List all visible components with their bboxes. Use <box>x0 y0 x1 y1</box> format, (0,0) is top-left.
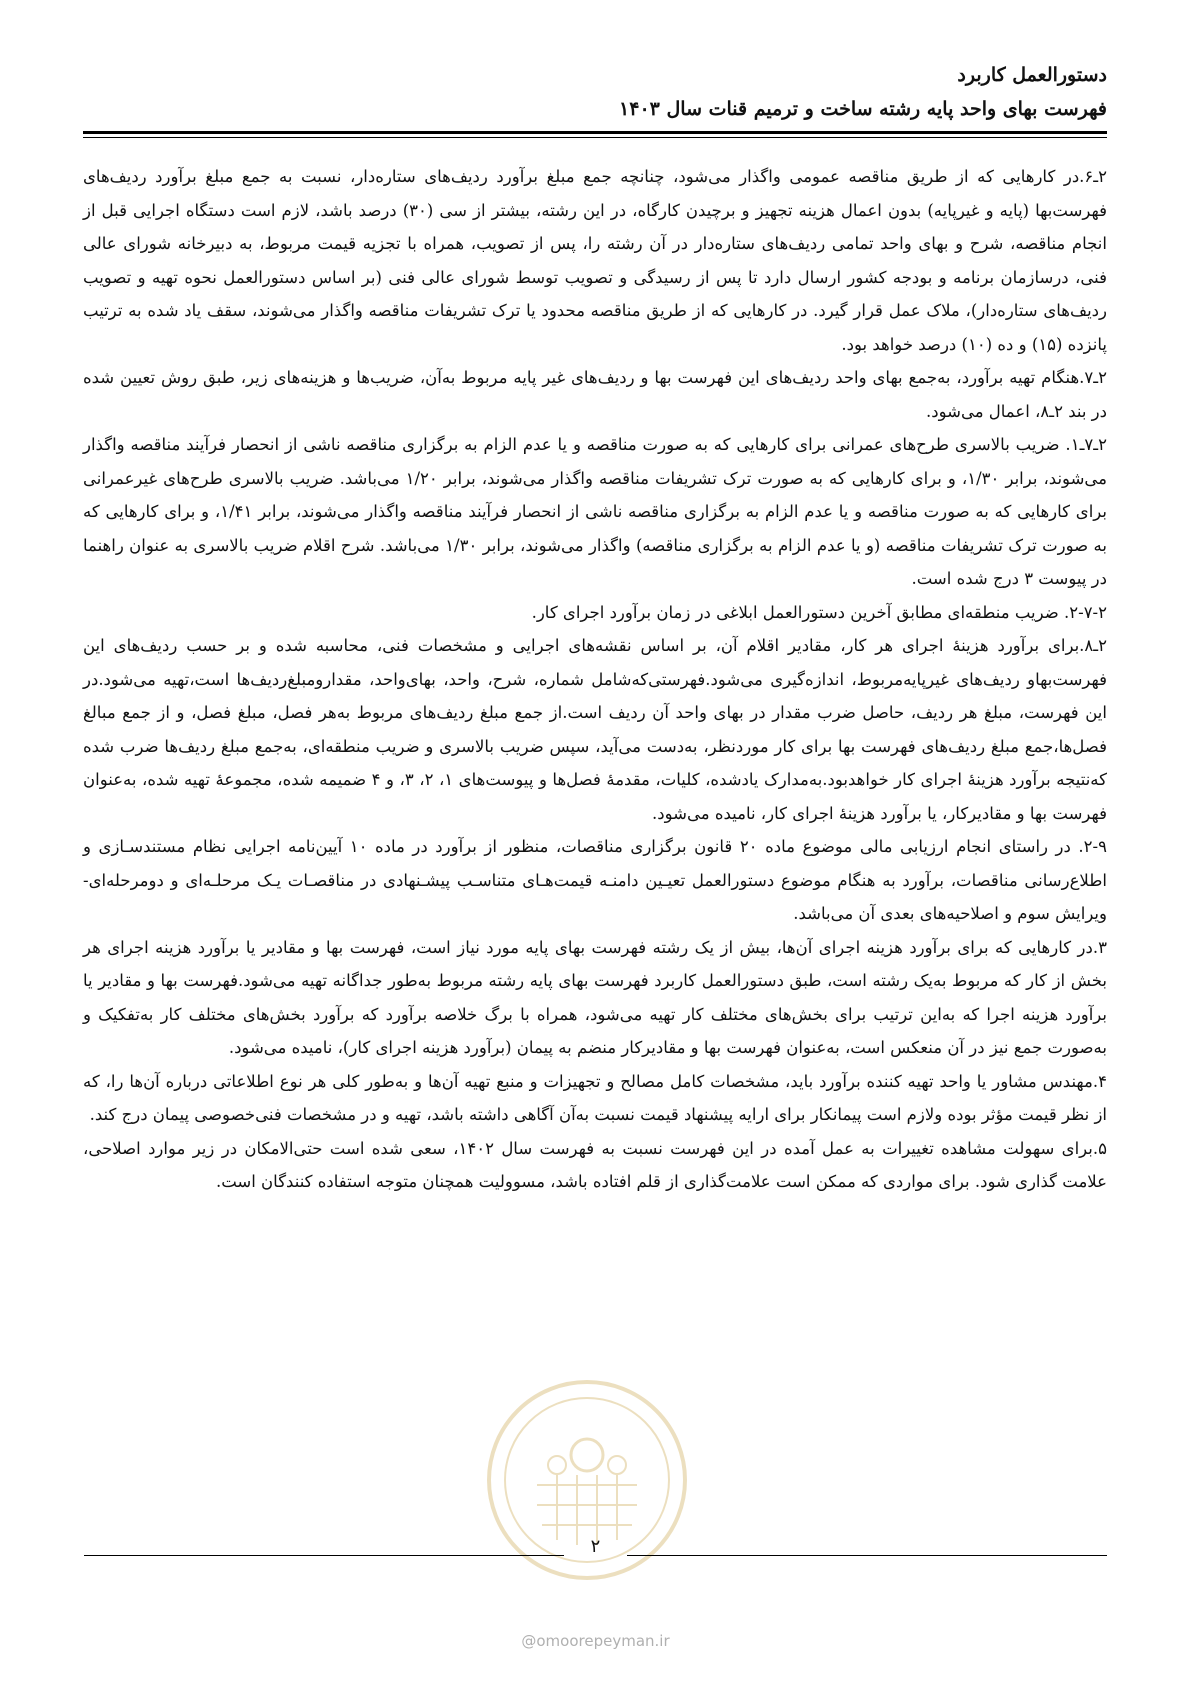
watermark-url: @omoorepeyman.ir <box>521 1632 670 1650</box>
paragraph-2-7-1: ۲ـ۷ـ۱. ضریب بالاسری طرح‌های عمرانی برای کارهایی که به صورت مناقصه و یا عدم الزام به برگزاری مناقصه ناشی از انحصار فرآیند مناقصه واگذار می‌شوند، برابر ۱/۳۰، و برای کارهایی که به صورت ترک تشریفات مناقصه واگذار می‌شوند، برابر ۱/۲۰ می‌باشد. ضریب بالاسری طرح‌های غیرعمرانی برای کارهایی که به صورت مناقصه و یا عدم الزام به برگزاری مناقصه ناشی از انحصار فرآیند مناقصه واگذار می‌شوند، برابر ۱/۴۱، و برای کارهایی که به صورت ترک تشریفات مناقصه (و یا عدم الزام به برگزاری مناقصه) واگذار می‌شوند، برابر ۱/۳۰ می‌باشد. شرح اقلام ضریب بالاسری به عنوان راهنما در پیوست ۳ درج شده است. <box>83 435 1107 588</box>
header-subtitle: فهرست بهای واحد پایه رشته ساخت و ترمیم قنات سال ۱۴۰۳ <box>619 98 1107 120</box>
paragraph-2-8: ۲ـ۸.برای برآورد هزینهٔ اجرای هر کار، مقادیر اقلام آن، بر اساس نقشه‌های اجرایی و مشخصات فنی، محاسبه شده و بر حسب ردیف‌های این فهرست‌بهاو ردیف‌های غیرپایه‌مربوط، اندازه‌گیری می‌شود.فهرستی‌که‌شامل شماره، شرح، واحد، بهای‌واحد، مقدارومبلغ‌ردیف‌ها است،تهیه می‌شود.در این فهرست، مبلغ هر ردیف، حاصل ضرب مقدار در بهای واحد آن ردیف است.از جمع مبلغ ردیف‌های مربوط به‌هر فصل، مبلغ فصل، و از جمع مبالغ فصل‌ها،جمع مبلغ ردیف‌های فهرست بها برای کار موردنظر، به‌دست می‌آید، سپس ضریب بالاسری و ضریب منطقه‌ای، به‌جمع مبلغ ردیف‌ها ضرب شده که‌نتیجه برآورد هزینهٔ اجرای کار خواهدبود.به‌مدارک یادشده، کلیات، مقدمهٔ فصل‌ها و پیوست‌های ۱، ۲، ۳، و ۴ ضمیمه شده، مجموعهٔ تهیه شده، به‌عنوان فهرست بها و مقادیرکار، یا برآورد هزینهٔ اجرای کار، نامیده می‌شود. <box>83 636 1107 823</box>
header-rule-thin <box>83 137 1107 138</box>
page-number: ۲ <box>590 1536 601 1557</box>
header-title: دستورالعمل کاربرد <box>957 64 1107 86</box>
paragraph-2-9: ۲-۹. در راستای انجام ارزیابی مالی موضوع ماده ۲۰ قانون برگزاری مناقصات، منظور از برآورد در ماده ۱۰ آیین‌نامه اجرایی نظام مستندسـازی و اطلاع‌رسانی مناقصات، برآورد به هنگام موضوع دستورالعمل تعیـین دامنـه قیمت‌هـای متناسـب پیشـنهادی در مناقصـات یـک مرحلـه‌ای و دومرحله‌ای- ویرایش سوم و اصلاحیه‌های بعدی آن می‌باشد. <box>83 837 1107 923</box>
paragraph-5: ۵.برای سهولت مشاهده تغییرات به عمل آمده در این فهرست نسبت به فهرست سال ۱۴۰۲، سعی شده است حتی‌الامکان در زیر موارد اصلاحی، علامت گذاری شود. برای مواردی که ممکن است علامت‌گذاری از قلم افتاده باشد، مسوولیت همچنان متوجه استفاده کنندگان است. <box>83 1138 1107 1191</box>
document-header <box>83 58 1107 126</box>
paragraph-2-7-2: ۲-۷-۲. ضریب منطقه‌ای مطابق آخرین دستورالعمل ابلاغی در زمان برآورد اجرای کار. <box>531 602 1107 622</box>
paragraph-2-6: ۲ـ۶.در کارهایی که از طریق مناقصه عمومی واگذار می‌شود، چنانچه جمع مبلغ برآورد ردیف‌های ستاره‌دار، نسبت به جمع مبلغ برآورد ردیف‌های فهرست‌بها (پایه و غیرپایه) بدون اعمال هزینه تجهیز و برچیدن کارگاه، در این رشته، بیشتر از سی (۳۰) درصد باشد، لازم است دستگاه اجرایی قبل از انجام مناقصه، شرح و بهای واحد تمامی ردیف‌های ستاره‌دار در آن رشته را، پس از تصویب، همراه با تجزیه قیمت مربوط، به دبیرخانه شورای عالی فنی، درسازمان برنامه و بودجه کشور ارسال دارد تا پس از رسیدگی و تصویب توسط شورای عالی فنی (بر اساس دستورالعمل نحوه تهیه و تصویب ردیف‌های ستاره‌دار)، ملاک عمل قرار گیرد. در کارهایی که از طریق مناقصه محدود یا ترک تشریفات مناقصه واگذار می‌شوند، سقف یاد شده به ترتیب پانزده (۱۵) و ده (۱۰) درصد خواهد بود. <box>83 167 1108 354</box>
document-body <box>83 160 1107 1199</box>
paragraph-4: ۴.مهندس مشاور یا واحد تهیه کننده برآورد باید، مشخصات کامل مصالح و تجهیزات و منبع تهیه آن‌ها و به‌طور کلی هر نوع اطلاعاتی درباره آن‌ها را، که از نظر قیمت مؤثر بوده ولازم است پیمانکار برای ارایه پیشنهاد قیمت نسبت به‌آن آگاهی داشته باشد، تهیه و در مشخصات فنی‌خصوصی پیمان درج کند. <box>83 1071 1107 1124</box>
paragraph-3: ۳.در کارهایی که برای برآورد هزینه اجرای آن‌ها، بیش از یک رشته فهرست بهای پایه مورد نیاز است، فهرست بها و مقادیر یا برآورد هزینه اجرای هر بخش از کار که مربوط به‌یک رشته است، طبق دستورالعمل کاربرد فهرست بهای پایه رشته مربوط به‌طور جداگانه تهیه می‌شود.فهرست بها و مقادیر یا برآورد هزینه اجرا که به‌این ترتیب برای بخش‌های مختلف کار تهیه می‌شود، همراه با برگ خلاصه برآورد که برآورد بخش‌های مختلف کار به‌تفکیک و به‌صورت جمع نیز در آن منعکس است، به‌عنوان فهرست بها و مقادیرکار منضم به پیمان (برآورد هزینه اجرای کار)، نامیده می‌شود. <box>83 937 1107 1057</box>
header-rule-thick <box>83 131 1107 134</box>
paragraph-2-7: ۲ـ۷.هنگام تهیه برآورد، به‌جمع بهای واحد ردیف‌های این فهرست بها و ردیف‌های غیر پایه مربوط به‌آن، ضریب‌ها و هزینه‌های زیر، طبق روش تعیین شده در بند ۲ـ۸، اعمال می‌شود. <box>83 368 1107 421</box>
